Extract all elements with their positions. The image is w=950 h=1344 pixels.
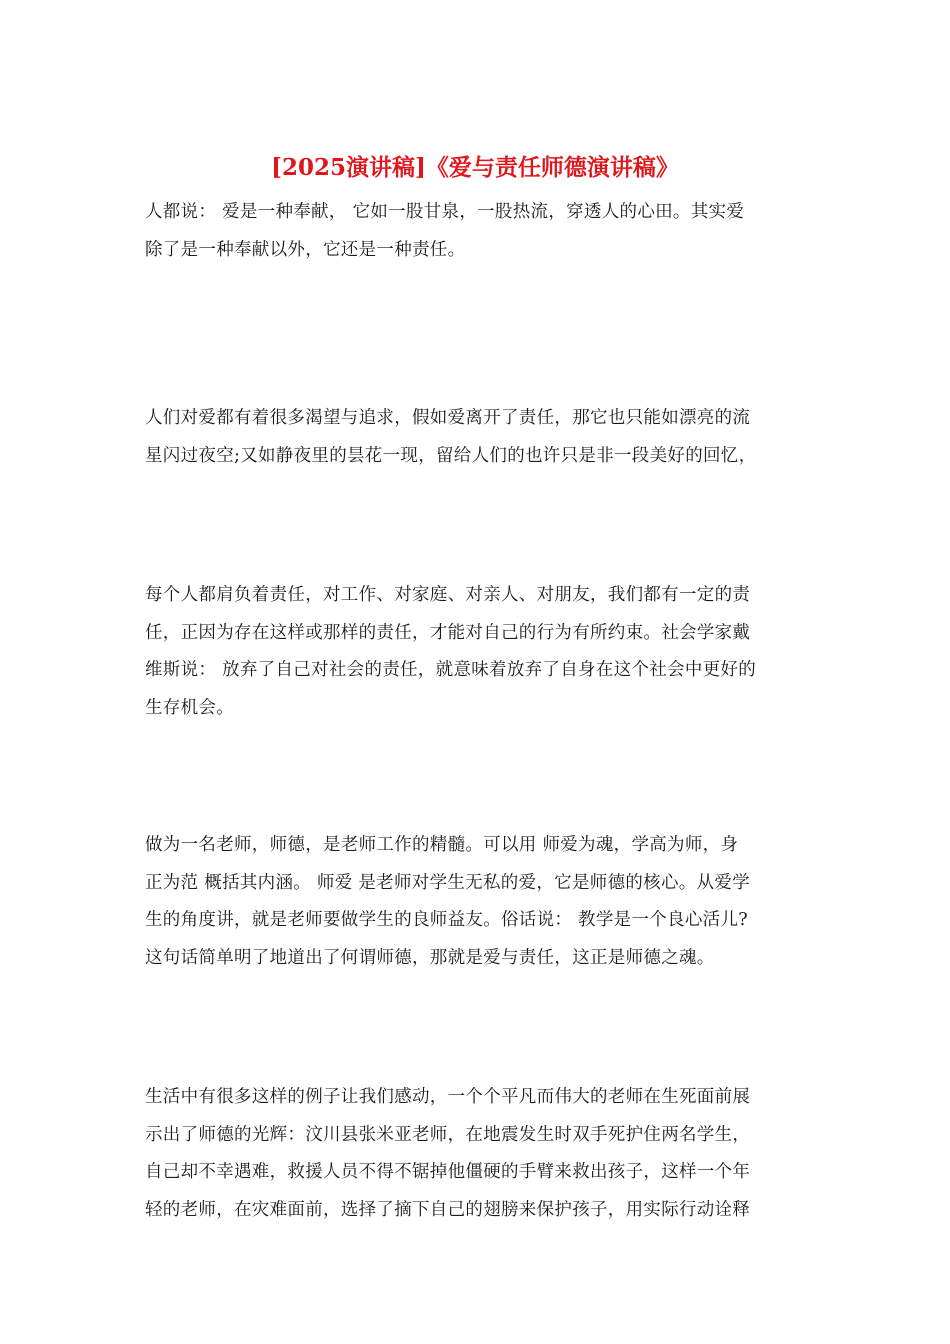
paragraph-line: 生存机会。 <box>145 697 234 718</box>
paragraph-line: 自己却不幸遇难，救援人员不得不锯掉他僵硬的手臂来救出孩子，这样一个年 <box>145 1162 751 1182</box>
paragraph-line: 生的角度讲，就是老师要做学生的良师益友。俗话说： 教学是一个良心活儿? <box>145 910 748 930</box>
paragraph-line: 人们对爱都有着很多渴望与追求，假如爱离开了责任，那它也只能如漂亮的流 <box>145 408 751 428</box>
document-title: [2025演讲稿]《爱与责任师德演讲稿》 <box>271 154 679 181</box>
paragraph-3 <box>145 577 809 727</box>
paragraph-line: 星闪过夜空;又如静夜里的昙花一现，留给人们的也许只是非一段美好的回忆， <box>145 445 757 466</box>
paragraph-line: 除了是一种奉献以外，它还是一种责任。 <box>145 239 466 260</box>
paragraph-line: 这句话简单明了地道出了何谓师德，那就是爱与责任，这正是师德之魂。 <box>145 947 715 968</box>
paragraph-line: 人都说： 爱是一种奉献， 它如一股甘泉，一股热流，穿透人的心田。其实爱 <box>145 202 745 222</box>
paragraph-5 <box>145 1079 809 1229</box>
paragraph-line: 做为一名老师，师德，是老师工作的精髓。可以用 师爱为魂，学高为师，身 <box>145 835 739 855</box>
paragraph-line: 每个人都肩负着责任，对工作、对家庭、对亲人、对朋友，我们都有一定的责 <box>145 585 751 605</box>
paragraph-line: 轻的老师，在灾难面前，选择了摘下自己的翅膀来保护孩子，用实际行动诠释 <box>145 1199 751 1220</box>
paragraph-line: 示出了师德的光辉：汶川县张米亚老师，在地震发生时双手死护住两名学生， <box>145 1124 751 1145</box>
paragraph-line: 生活中有很多这样的例子让我们感动，一个个平凡而伟大的老师在生死面前展 <box>145 1087 751 1107</box>
paragraph-2 <box>145 400 809 475</box>
paragraph-line: 任，正因为存在这样或那样的责任，才能对自己的行为有所约束。社会学家戴 <box>145 622 751 643</box>
paragraph-line: 维斯说： 放弃了自己对社会的责任，就意味着放弃了自身在这个社会中更好的 <box>145 660 757 680</box>
paragraph-1 <box>145 194 809 269</box>
paragraph-line: 正为范 概括其内涵。 师爱 是老师对学生无私的爱，它是师德的核心。从爱学 <box>145 872 750 893</box>
paragraph-4 <box>145 827 809 977</box>
